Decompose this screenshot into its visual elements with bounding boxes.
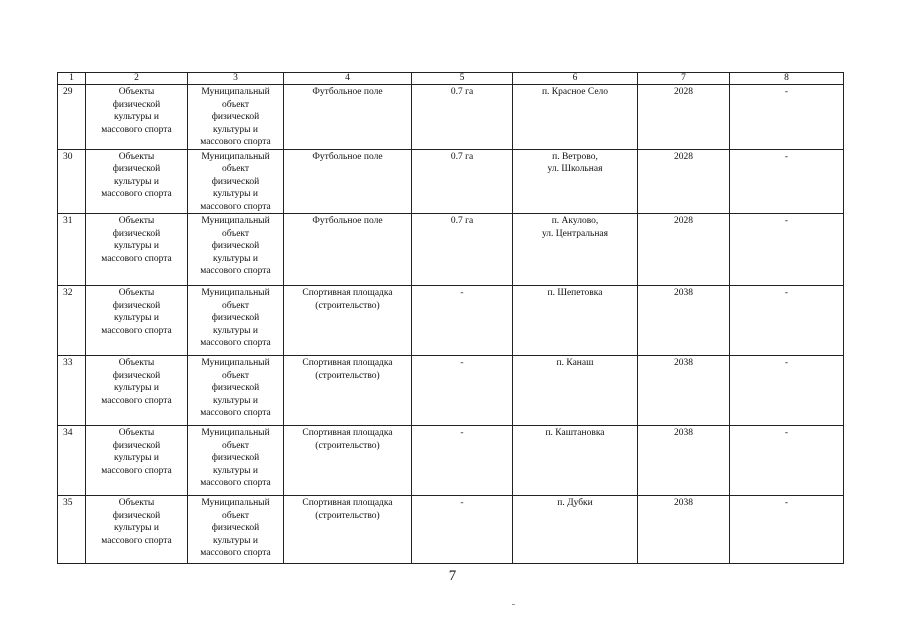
year-cell bbox=[638, 85, 730, 150]
note-value: - bbox=[784, 216, 789, 226]
object-type-line: массового спорта bbox=[200, 266, 271, 276]
object-type-line: объект bbox=[221, 164, 250, 174]
object-name-cell bbox=[284, 356, 412, 426]
category-cell bbox=[86, 356, 188, 426]
header-cell: 3 bbox=[188, 73, 284, 85]
object-name-cell bbox=[284, 149, 412, 214]
location-line: ул. Школьная bbox=[547, 164, 603, 174]
category-line: физической bbox=[112, 510, 161, 521]
object-type-line: физической bbox=[211, 383, 260, 393]
row-number-cell bbox=[58, 85, 86, 150]
area-value: 0.7 га bbox=[450, 87, 474, 97]
object-type-line: культуры и bbox=[213, 535, 258, 546]
location-cell bbox=[513, 214, 638, 286]
scan-mark bbox=[512, 604, 515, 605]
category-cell bbox=[86, 286, 188, 356]
header-cell: 6 bbox=[513, 73, 638, 85]
row-number: 32 bbox=[63, 288, 73, 298]
object-type-cell bbox=[188, 426, 284, 496]
category-line: физической bbox=[112, 300, 161, 311]
object-type-cell bbox=[188, 85, 284, 150]
category-line: массового спорта bbox=[101, 325, 172, 336]
header-cell: 2 bbox=[86, 73, 188, 85]
category-line: Объекты bbox=[118, 151, 155, 162]
year-value: 2038 bbox=[674, 288, 693, 298]
table-row bbox=[58, 496, 844, 564]
note-value: - bbox=[784, 151, 789, 162]
object-name-line: Спортивная площадка bbox=[302, 358, 393, 368]
object-name-line: (строительство) bbox=[315, 440, 380, 451]
location-cell bbox=[513, 426, 638, 496]
object-type-line: физической bbox=[211, 241, 260, 251]
object-type-line: Муниципальный bbox=[201, 216, 270, 226]
object-type-cell bbox=[188, 149, 284, 214]
area-cell bbox=[412, 496, 513, 564]
object-type-line: культуры и bbox=[213, 124, 258, 135]
row-number-cell bbox=[58, 286, 86, 356]
area-value: 0.7 га bbox=[450, 151, 474, 162]
category-cell bbox=[86, 85, 188, 150]
object-type-line: Муниципальный bbox=[201, 358, 270, 368]
location-line: п. Акулово, bbox=[551, 216, 599, 226]
category-line: физической bbox=[112, 99, 161, 110]
category-line: массового спорта bbox=[101, 189, 172, 199]
year-value: 2028 bbox=[674, 151, 693, 162]
location-cell bbox=[513, 496, 638, 564]
object-type-line: массового спорта bbox=[200, 137, 271, 147]
note-value: - bbox=[784, 498, 789, 508]
category-line: культуры и bbox=[114, 453, 159, 463]
location-line: п. Красное Село bbox=[541, 87, 609, 97]
note-cell bbox=[730, 214, 844, 286]
object-name-line: (строительство) bbox=[315, 370, 380, 381]
object-type-line: физической bbox=[211, 453, 260, 463]
category-cell bbox=[86, 149, 188, 214]
category-line: Объекты bbox=[118, 358, 155, 368]
object-type-cell bbox=[188, 286, 284, 356]
object-type-line: Муниципальный bbox=[201, 428, 270, 438]
object-type-line: культуры и bbox=[213, 325, 258, 336]
object-type-line: Муниципальный bbox=[201, 288, 270, 298]
location-cell bbox=[513, 356, 638, 426]
table-row bbox=[58, 85, 844, 150]
note-cell bbox=[730, 426, 844, 496]
header-cell: 5 bbox=[412, 73, 513, 85]
category-line: массового спорта bbox=[101, 395, 172, 406]
category-line: физической bbox=[112, 370, 161, 381]
object-type-line: Муниципальный bbox=[201, 87, 270, 97]
object-name-line: (строительство) bbox=[315, 300, 380, 311]
object-type-line: объект bbox=[221, 510, 250, 521]
row-number-cell bbox=[58, 214, 86, 286]
location-line: п. Ветрово, bbox=[552, 151, 598, 162]
category-line: массового спорта bbox=[101, 465, 172, 476]
object-type-line: массового спорта bbox=[200, 548, 271, 558]
page-number: 7 bbox=[448, 568, 457, 584]
year-cell bbox=[638, 286, 730, 356]
object-type-line: культуры и bbox=[213, 395, 258, 406]
object-name-cell bbox=[284, 286, 412, 356]
object-type-line: объект bbox=[221, 228, 250, 239]
category-line: Объекты bbox=[118, 288, 155, 298]
header-cell: 1 bbox=[58, 73, 86, 85]
category-line: Объекты bbox=[118, 216, 155, 226]
year-value: 2028 bbox=[674, 87, 693, 97]
object-name-cell bbox=[284, 85, 412, 150]
table-row bbox=[58, 286, 844, 356]
table-row bbox=[58, 149, 844, 214]
year-cell bbox=[638, 214, 730, 286]
object-type-line: объект bbox=[221, 300, 250, 311]
table-row bbox=[58, 214, 844, 286]
note-cell bbox=[730, 149, 844, 214]
object-type-line: культуры и bbox=[213, 465, 258, 476]
header-cell: 8 bbox=[730, 73, 844, 85]
row-number: 31 bbox=[63, 216, 73, 226]
object-name-line: (строительство) bbox=[315, 510, 380, 521]
location-line: п. Канаш bbox=[556, 358, 594, 368]
note-cell bbox=[730, 496, 844, 564]
header-cell: 7 bbox=[638, 73, 730, 85]
row-number-cell bbox=[58, 426, 86, 496]
year-value: 2038 bbox=[674, 358, 693, 368]
category-cell bbox=[86, 426, 188, 496]
location-cell bbox=[513, 286, 638, 356]
object-name-line: Спортивная площадка bbox=[302, 428, 393, 438]
table-row bbox=[58, 356, 844, 426]
object-type-cell bbox=[188, 356, 284, 426]
object-type-line: физической bbox=[211, 112, 260, 122]
category-line: Объекты bbox=[118, 87, 155, 97]
row-number: 35 bbox=[63, 498, 73, 508]
year-value: 2038 bbox=[674, 498, 693, 508]
category-line: культуры и bbox=[114, 313, 159, 323]
object-type-line: объект bbox=[221, 440, 250, 451]
location-cell bbox=[513, 149, 638, 214]
year-value: 2038 bbox=[674, 428, 693, 438]
location-line: ул. Центральная bbox=[541, 228, 609, 239]
year-value: 2028 bbox=[674, 216, 693, 226]
category-line: массового спорта bbox=[101, 535, 172, 546]
row-number: 34 bbox=[63, 428, 73, 438]
object-type-line: физической bbox=[211, 523, 260, 533]
area-cell bbox=[412, 85, 513, 150]
area-value: - bbox=[460, 358, 464, 368]
object-type-line: Муниципальный bbox=[201, 498, 270, 508]
object-type-line: массового спорта bbox=[200, 478, 271, 488]
category-line: культуры и bbox=[114, 523, 159, 533]
object-name-cell bbox=[284, 426, 412, 496]
location-line: п. Дубки bbox=[557, 498, 593, 508]
object-type-line: массового спорта bbox=[200, 338, 271, 348]
area-cell bbox=[412, 214, 513, 286]
row-number-cell bbox=[58, 496, 86, 564]
year-cell bbox=[638, 496, 730, 564]
note-value: - bbox=[784, 288, 789, 298]
table-body bbox=[58, 85, 844, 564]
category-line: физической bbox=[112, 440, 161, 451]
row-number-cell bbox=[58, 149, 86, 214]
object-name-cell bbox=[284, 496, 412, 564]
year-cell bbox=[638, 356, 730, 426]
category-cell bbox=[86, 214, 188, 286]
location-line: п. Шепетовка bbox=[547, 288, 603, 298]
location-cell bbox=[513, 85, 638, 150]
object-type-line: Муниципальный bbox=[201, 151, 270, 162]
object-type-line: культуры и bbox=[213, 253, 258, 264]
object-name-line: Спортивная площадка bbox=[302, 288, 393, 298]
area-cell bbox=[412, 286, 513, 356]
table-row bbox=[58, 426, 844, 496]
category-line: физической bbox=[112, 228, 161, 239]
object-type-line: массового спорта bbox=[200, 408, 271, 418]
year-cell bbox=[638, 426, 730, 496]
object-name-line: Футбольное поле bbox=[312, 151, 383, 162]
note-value: - bbox=[784, 87, 789, 97]
object-name-cell bbox=[284, 214, 412, 286]
note-cell bbox=[730, 356, 844, 426]
note-value: - bbox=[784, 358, 789, 368]
object-type-line: объект bbox=[221, 99, 250, 110]
category-line: массового спорта bbox=[101, 253, 172, 264]
row-number: 29 bbox=[63, 87, 73, 97]
category-line: Объекты bbox=[118, 428, 155, 438]
category-cell bbox=[86, 496, 188, 564]
header-row bbox=[58, 73, 844, 85]
object-type-line: физической bbox=[211, 313, 260, 323]
object-type-line: культуры и bbox=[213, 189, 258, 199]
category-line: массового спорта bbox=[101, 124, 172, 135]
object-type-cell bbox=[188, 214, 284, 286]
object-name-line: Футбольное поле bbox=[312, 216, 383, 226]
object-type-line: объект bbox=[221, 370, 250, 381]
note-cell bbox=[730, 286, 844, 356]
year-cell bbox=[638, 149, 730, 214]
area-value: - bbox=[460, 288, 464, 298]
category-line: Объекты bbox=[118, 498, 155, 508]
note-value: - bbox=[784, 428, 789, 438]
header-cell: 4 bbox=[284, 73, 412, 85]
row-number-cell bbox=[58, 356, 86, 426]
object-type-line: физической bbox=[211, 176, 260, 187]
note-cell bbox=[730, 85, 844, 150]
object-name-line: Футбольное поле bbox=[312, 87, 383, 97]
object-name-line: Спортивная площадка bbox=[302, 498, 393, 508]
area-value: - bbox=[460, 498, 464, 508]
area-cell bbox=[412, 149, 513, 214]
area-value: 0.7 га bbox=[450, 216, 474, 226]
location-line: п. Каштановка bbox=[545, 428, 605, 438]
row-number: 30 bbox=[63, 151, 73, 162]
category-line: культуры и bbox=[114, 112, 159, 122]
row-number: 33 bbox=[63, 358, 73, 368]
category-line: культуры и bbox=[114, 383, 159, 393]
object-type-line: массового спорта bbox=[200, 201, 271, 212]
area-value: - bbox=[460, 428, 464, 438]
area-cell bbox=[412, 426, 513, 496]
category-line: культуры и bbox=[114, 241, 159, 251]
category-line: физической bbox=[112, 164, 161, 174]
object-type-cell bbox=[188, 496, 284, 564]
area-cell bbox=[412, 356, 513, 426]
objects-table bbox=[57, 72, 844, 564]
category-line: культуры и bbox=[114, 176, 159, 187]
